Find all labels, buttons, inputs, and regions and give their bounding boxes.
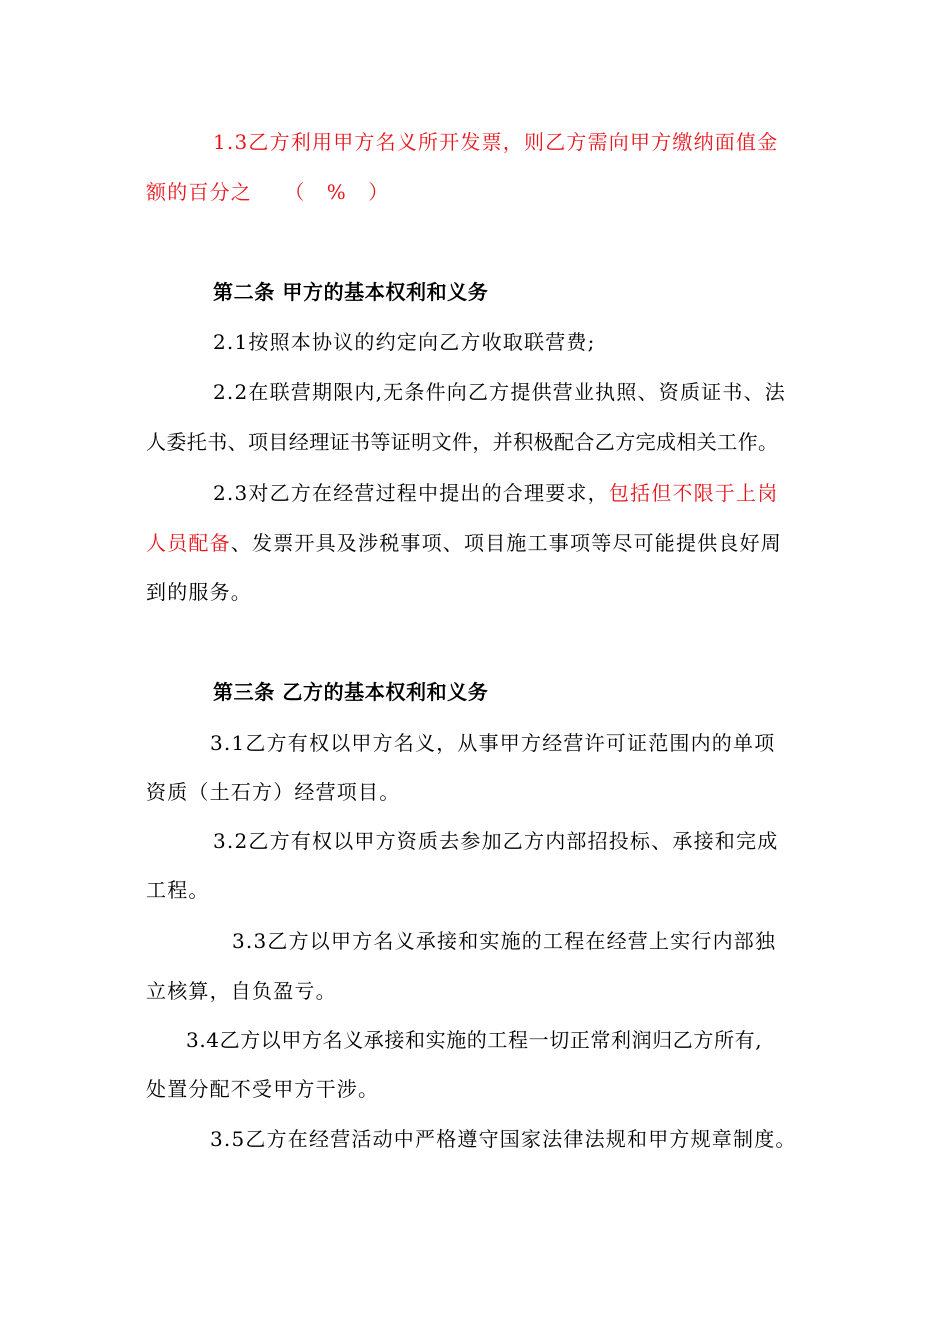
- item-3-4-line2: 处置分配不受甲方干涉。: [146, 1077, 380, 1101]
- clause-1-3-line2: 额的百分之 （ % ）: [146, 180, 390, 204]
- clause-1-3-line1: 1.3乙方利用甲方名义所开发票，则乙方需向甲方缴纳面值金: [213, 130, 779, 154]
- article-2-title: 第二条 甲方的基本权利和义务: [213, 280, 489, 304]
- article-3-title: 第三条 乙方的基本权利和义务: [213, 680, 489, 704]
- item-3-3-line2: 立核算，自负盈亏。: [146, 979, 337, 1003]
- item-2-3-line2: [146, 531, 782, 555]
- item-3-2-line2: 工程。: [146, 878, 210, 902]
- item-3-4-line1: 3.4乙方以甲方名义承接和实施的工程一切正常利润归乙方所有,: [186, 1028, 763, 1052]
- item-2-3-line1: [213, 481, 778, 505]
- item-3-5: 3.5乙方在经营活动中严格遵守国家法律法规和甲方规章制度。: [210, 1127, 797, 1151]
- item-3-1-line1: 3.1乙方有权以甲方名义，从事甲方经营许可证范围内的单项: [210, 731, 776, 755]
- item-2-2-line2: 人委托书、项目经理证书等证明文件，并积极配合乙方完成相关工作。: [146, 430, 779, 454]
- item-2-2-line1: 2.2在联营期限内,无条件向乙方提供营业执照、资质证书、法: [213, 380, 786, 404]
- item-3-1-line2: 资质（土石方）经营项目。: [146, 780, 401, 804]
- item-2-3-line2-red: 人员配备: [146, 531, 231, 555]
- item-2-3-line3: 到的服务。: [146, 580, 252, 604]
- item-3-2-line1: 3.2乙方有权以甲方资质去参加乙方内部招投标、承接和完成: [213, 829, 779, 853]
- item-3-3-line1: 3.3乙方以甲方名义承接和实施的工程在经营上实行内部独: [232, 929, 777, 953]
- item-2-3-line1-black: 2.3对乙方在经营过程中提出的合理要求，: [213, 481, 609, 505]
- item-2-3-line1-red: 包括但不限于上岗: [608, 481, 779, 505]
- item-2-1: 2.1按照本协议的约定向乙方收取联营费;: [213, 330, 596, 354]
- item-2-3-line2-black: 、发票开具及涉税事项、项目施工事项等尽可能提供良好周: [230, 531, 783, 555]
